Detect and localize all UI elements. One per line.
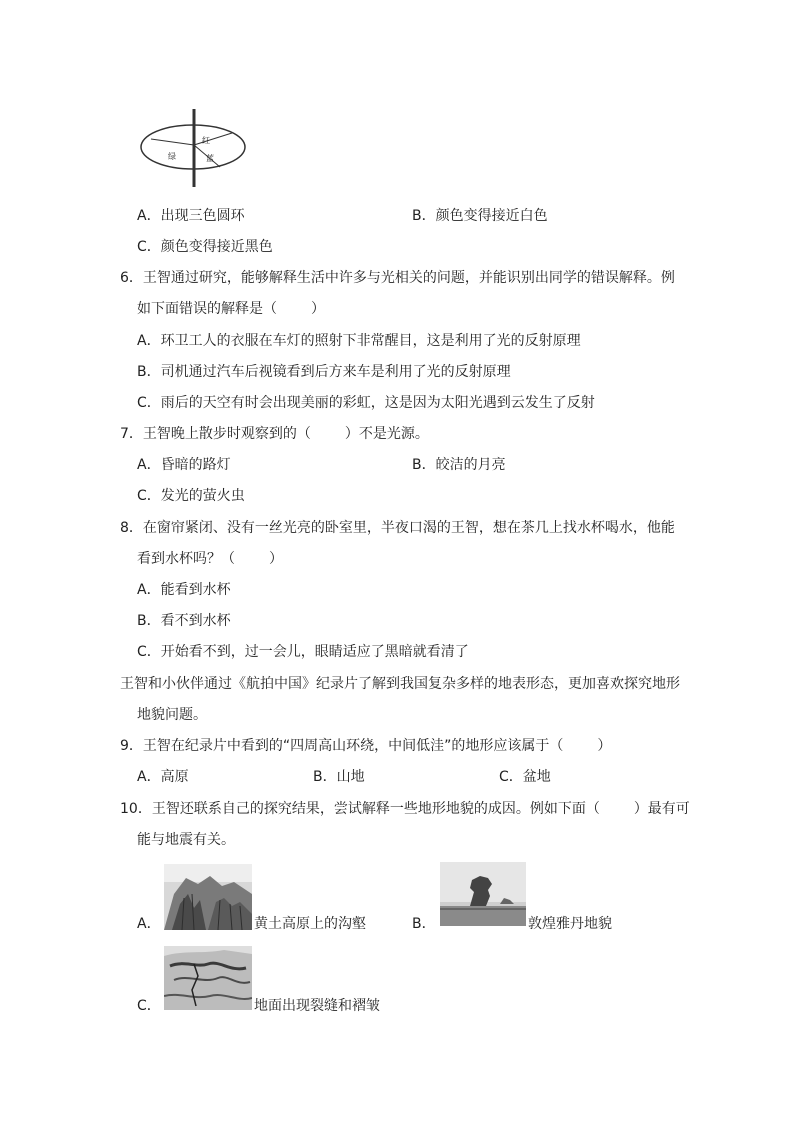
ground-fault-photo — [164, 946, 252, 1010]
q10-stem-line1a: 10．王智还联系自己的探究结果，尝试解释一些地形地貌的成因。例如下面（ — [120, 801, 600, 817]
intro-line1: 王智和小伙伴通过《航拍中国》纪录片了解到我国复杂多样的地表形态，更加喜欢探究地形 — [120, 676, 680, 692]
q7-option-a: A．昏暗的路灯 — [137, 457, 231, 473]
q7-option-b: B．皎洁的月亮 — [412, 457, 506, 473]
q9-option-a: A．高原 — [137, 769, 189, 785]
q8-stem-line1: 8．在窗帘紧闭、没有一丝光亮的卧室里，半夜口渴的王智，想在茶几上找水杯喝水，他能 — [120, 520, 675, 536]
q6-stem-line2 — [137, 299, 325, 319]
q8-stem-line2 — [137, 549, 283, 569]
loess-plateau-image — [164, 864, 252, 930]
q7-stem-b: ）不是光源。 — [344, 426, 429, 442]
q5-option-a: A．出现三色圆环 — [137, 208, 245, 224]
ground-fault-image — [164, 946, 252, 1010]
yardang-landform-photo — [440, 862, 526, 926]
q5-option-b: B．颜色变得接近白色 — [412, 208, 548, 224]
q5-option-c: C．颜色变得接近黑色 — [137, 239, 273, 255]
loess-plateau-photo — [164, 864, 252, 930]
q6-option-c: C．雨后的天空有时会出现美丽的彩虹，这是因为太阳光遇到云发生了反射 — [137, 395, 595, 411]
q7-stem-a: 7．王智晚上散步时观察到的（ — [120, 426, 311, 442]
q8-stem-line2b: ） — [269, 551, 283, 567]
q10-stem-line2: 能与地震有关。 — [137, 832, 235, 848]
q7-stem — [120, 424, 429, 444]
q6-stem-line1: 6．王智通过研究，能够解释生活中许多与光相关的问题，并能识别出同学的错误解释。例 — [120, 270, 675, 286]
q6-stem-line2a: 如下面错误的解释是（ — [137, 301, 277, 317]
q10-option-c-letter: C． — [137, 998, 161, 1014]
q6-option-a: A．环卫工人的衣服在车灯的照射下非常醒目，这是利用了光的反射原理 — [137, 333, 581, 349]
intro-line2: 地貌问题。 — [137, 707, 207, 723]
label-red: 红 — [202, 136, 210, 145]
q10-option-a-letter: A． — [137, 916, 161, 932]
q8-stem-line2a: 看到水杯吗？（ — [137, 551, 235, 567]
q10-option-a-text: 黄土高原上的沟壑 — [254, 916, 366, 932]
yardang-landform-image — [440, 862, 526, 926]
q9-stem-a: 9．王智在纪录片中看到的“四周高山环绕，中间低洼”的地形应该属于（ — [120, 738, 564, 754]
q9-stem-b: ） — [597, 738, 612, 754]
q9-stem — [120, 736, 611, 756]
label-green: 绿 — [168, 152, 176, 161]
q8-option-a: A．能看到水杯 — [137, 582, 231, 598]
q10-option-b-letter: B． — [412, 916, 436, 932]
q6-option-b: B．司机通过汽车后视镜看到后方来车是利用了光的反射原理 — [137, 364, 511, 380]
q10-option-b-text: 敦煌雅丹地貌 — [528, 916, 612, 932]
color-wheel-diagram — [138, 105, 254, 191]
q10-option-c-text: 地面出现裂缝和褶皱 — [254, 998, 380, 1014]
q9-option-c: C．盆地 — [499, 769, 551, 785]
q8-option-c: C．开始看不到，过一会儿，眼睛适应了黑暗就看清了 — [137, 644, 469, 660]
q7-option-c: C．发光的萤火虫 — [137, 488, 245, 504]
q9-option-b: B．山地 — [313, 769, 365, 785]
q8-option-b: B．看不到水杯 — [137, 613, 231, 629]
color-wheel-figure — [138, 105, 254, 191]
q10-stem-line1b: ）最有可 — [633, 801, 690, 817]
q10-stem-line1 — [120, 799, 690, 819]
label-blue: 蓝 — [206, 154, 214, 163]
q6-stem-line2b: ） — [311, 301, 325, 317]
